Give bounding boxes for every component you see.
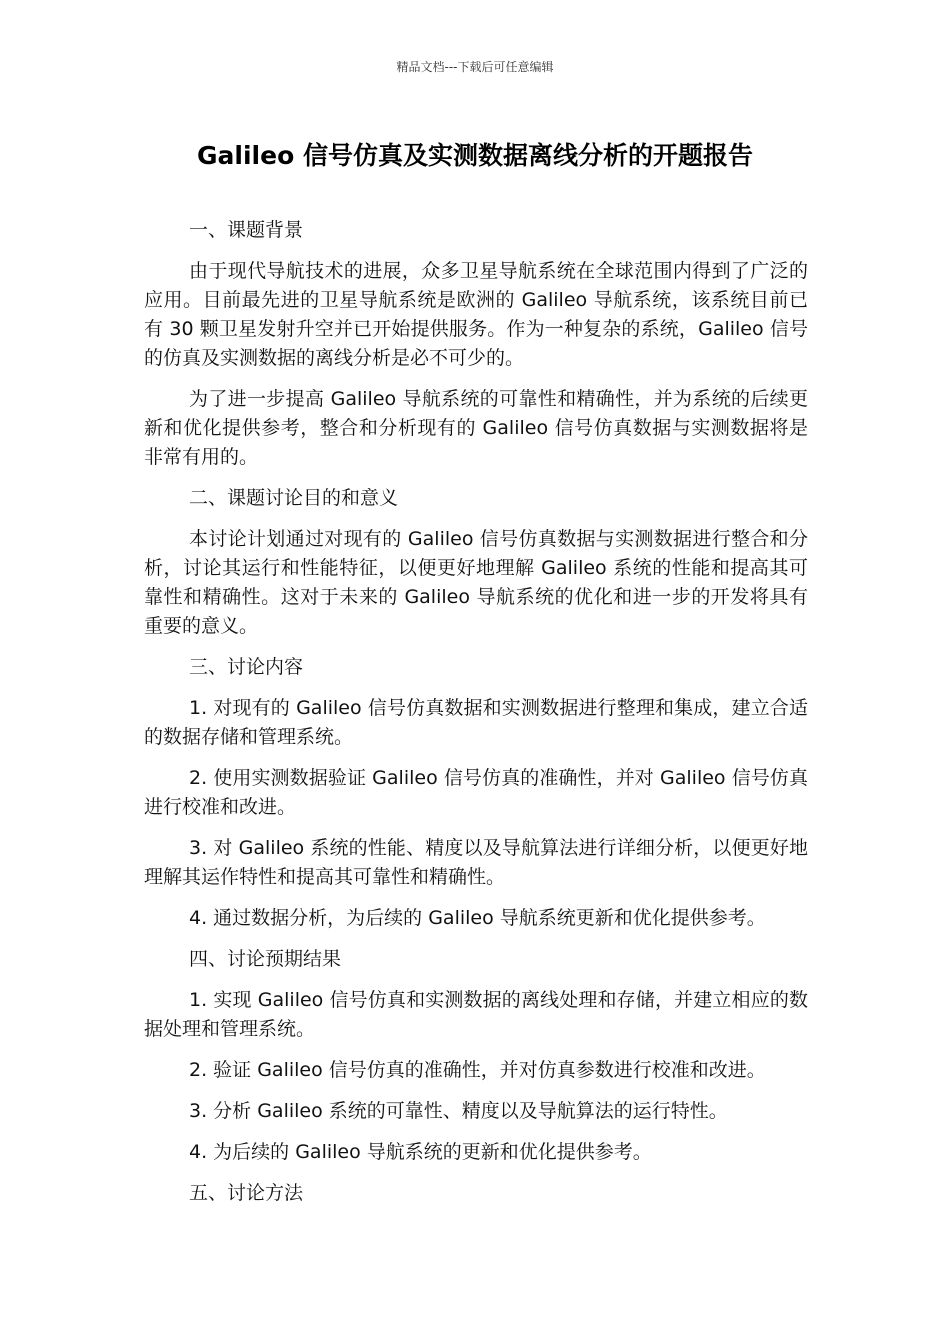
paragraph-purpose: 本讨论计划通过对现有的 Galileo 信号仿真数据与实测数据进行整合和分析，讨论其运行和性能特征，以便更好地理解 Galileo 系统的性能和提高其可靠性和精确性。这对于未来的 Galileo 导航系统的优化和进一步的开发将具有重要的意义。 xyxy=(144,528,808,637)
list-item-result-2: 2. 验证 Galileo 信号仿真的准确性，并对仿真参数进行校准和改进。 xyxy=(189,1059,766,1081)
section-heading-content: 三、讨论内容 xyxy=(189,656,304,678)
list-item-content-4: 4. 通过数据分析，为后续的 Galileo 导航系统更新和优化提供参考。 xyxy=(189,907,766,929)
section-heading-methods: 五、讨论方法 xyxy=(189,1182,304,1204)
list-item-content-1: 1. 对现有的 Galileo 信号仿真数据和实测数据进行整理和集成，建立合适的数据存储和管理系统。 xyxy=(144,697,808,748)
list-item-result-1: 1. 实现 Galileo 信号仿真和实测数据的离线处理和存储，并建立相应的数据处理和管理系统。 xyxy=(144,989,808,1040)
list-item-content-2: 2. 使用实测数据验证 Galileo 信号仿真的准确性，并对 Galileo 信号仿真进行校准和改进。 xyxy=(144,767,808,818)
section-heading-purpose: 二、课题讨论目的和意义 xyxy=(189,487,399,509)
paragraph-background-1: 由于现代导航技术的进展，众多卫星导航系统在全球范围内得到了广泛的应用。目前最先进的卫星导航系统是欧洲的 Galileo 导航系统，该系统目前已有 30 颗卫星发射升空并已开始提供服务。作为一种复杂的系统，Galileo 信号的仿真及实测数据的离线分析是必不可少的。 xyxy=(144,260,808,369)
list-item-content-3: 3. 对 Galileo 系统的性能、精度以及导航算法进行详细分析，以便更好地理解其运作特性和提高其可靠性和精确性。 xyxy=(144,837,808,888)
document-title: Galileo 信号仿真及实测数据离线分析的开题报告 xyxy=(197,141,753,170)
list-item-result-4: 4. 为后续的 Galileo 导航系统的更新和优化提供参考。 xyxy=(189,1141,652,1163)
page-header-watermark: 精品文档---下载后可任意编辑 xyxy=(396,60,554,74)
section-heading-expected-results: 四、讨论预期结果 xyxy=(189,948,342,970)
list-item-result-3: 3. 分析 Galileo 系统的可靠性、精度以及导航算法的运行特性。 xyxy=(189,1100,728,1122)
section-heading-background: 一、课题背景 xyxy=(189,219,304,241)
document-body xyxy=(144,216,808,1220)
paragraph-background-2: 为了进一步提高 Galileo 导航系统的可靠性和精确性，并为系统的后续更新和优化提供参考，整合和分析现有的 Galileo 信号仿真数据与实测数据将是非常有用的。 xyxy=(144,388,808,468)
